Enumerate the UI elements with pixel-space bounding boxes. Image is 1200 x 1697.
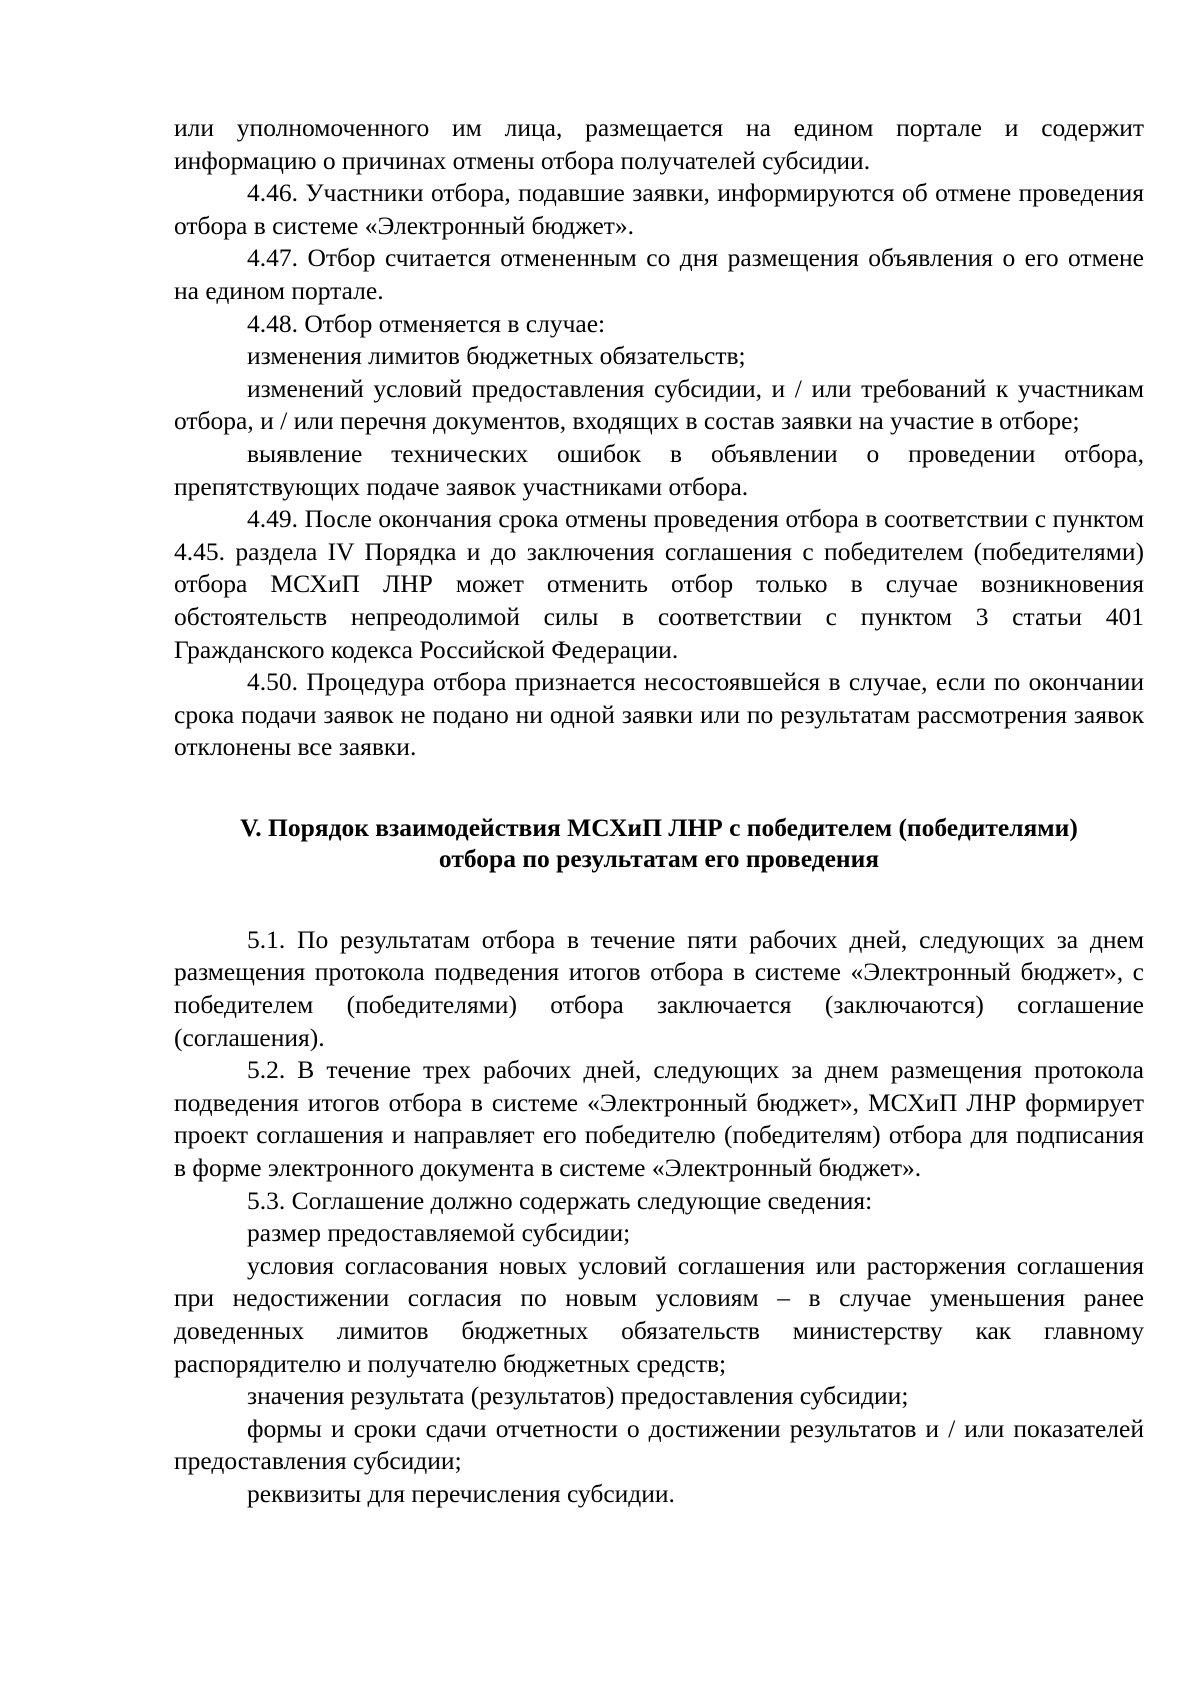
section-5-heading-line-2: отбора по результатам его проведения <box>438 843 880 873</box>
document-body <box>174 112 1144 1511</box>
paragraph-cancellation-notice-continued: или уполномоченного им лица, размещается на едином портале и содержит информацию о причинах отмены отбора получателей субсидии. <box>174 113 1144 175</box>
paragraph-4-50: 4.50. Процедура отбора признается несостоявшейся в случае, если по окончании срока подачи заявок не подано ни одной заявки или по результатам рассмотрения заявок отклонены все заявки. <box>174 667 1144 762</box>
paragraph-5-3-item-3: значения результата (результатов) предоставления субсидии; <box>247 1381 909 1411</box>
paragraph-5-3-item-1: размер предоставляемой субсидии; <box>247 1218 631 1248</box>
paragraph-5-3: 5.3. Соглашение должно содержать следующие сведения: <box>247 1185 873 1215</box>
section-5-heading <box>174 812 1144 874</box>
paragraph-4-48-item-3: выявление технических ошибок в объявлении о проведении отбора, препятствующих подаче заявок участниками отбора. <box>174 438 1144 501</box>
paragraph-5-3-item-2: условия согласования новых условий соглашения или расторжения соглашения при недостижении согласия по новым условиям – в случае уменьшения ранее доведенных лимитов бюджетных обязательств министерству как главному распорядителю и получателю бюджетных средств; <box>174 1250 1144 1378</box>
paragraph-4-47: 4.47. Отбор считается отмененным со дня размещения объявления о его отмене на едином портале. <box>174 243 1144 305</box>
paragraph-5-3-item-5: реквизиты для перечисления субсидии. <box>247 1478 675 1508</box>
paragraph-5-3-item-4: формы и сроки сдачи отчетности о достижении результатов и / или показателей предоставления субсидии; <box>174 1413 1144 1476</box>
paragraph-4-48-item-1: изменения лимитов бюджетных обязательств; <box>247 341 746 371</box>
paragraph-5-2: 5.2. В течение трех рабочих дней, следующих за днем размещения протокола подведения итогов отбора в системе «Электронный бюджет», МСХиП ЛНР формирует проект соглашения и направляет его победителю (победителям) отбора для подписания в форме электронного документа в системе «Электронный бюджет». <box>174 1055 1144 1183</box>
paragraph-4-48-item-2: изменений условий предоставления субсидии, и / или требований к участникам отбора, и / или перечня документов, входящих в состав заявки на участие в отборе; <box>174 373 1144 436</box>
paragraph-4-49: 4.49. После окончания срока отмены проведения отбора в соответствии с пунктом 4.45. раздела IV Порядка и до заключения соглашения с победителем (победителями) отбора МСХиП ЛНР может отменить отбор только в случае возникновения обстоятельств непреодолимой силы в соответствии с пунктом 3 статьи 401 Гражданского кодекса Российской Федерации. <box>174 504 1144 664</box>
paragraph-5-1: 5.1. По результатам отбора в течение пяти рабочих дней, следующих за днем размещения протокола подведения итогов отбора в системе «Электронный бюджет», с победителем (победителями) отбора заключается (заключаются) соглашение (соглашения). <box>174 924 1144 1052</box>
section-5-heading-line-1: V. Порядок взаимодействия МСХиП ЛНР с победителем (победителями) <box>240 812 1078 842</box>
paragraph-4-46: 4.46. Участники отбора, подавшие заявки, информируются об отмене проведения отбора в системе «Электронный бюджет». <box>174 178 1144 240</box>
paragraph-4-48: 4.48. Отбор отменяется в случае: <box>247 308 606 338</box>
